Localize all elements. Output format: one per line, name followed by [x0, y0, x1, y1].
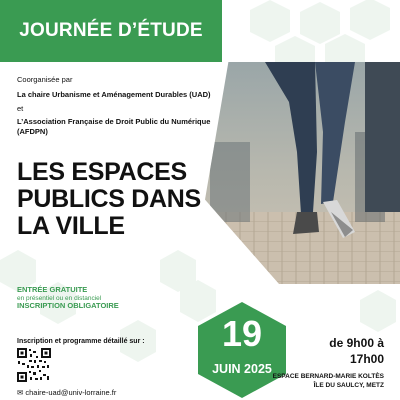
event-time — [329, 335, 384, 367]
registration-label: Inscription et programme détaillé sur : — [17, 338, 145, 345]
event-month-year: JUIN 2025 — [212, 362, 272, 376]
venue-name: ESPACE BERNARD-MARIE KOLTÈS — [272, 373, 384, 380]
mandatory-registration-label: INSCRIPTION OBLIGATOIRE — [17, 301, 119, 311]
event-title — [17, 159, 201, 240]
contact-email[interactable] — [17, 388, 116, 397]
organisers-section — [17, 75, 267, 140]
event-day: 19 — [221, 313, 263, 354]
event-venue — [273, 372, 384, 390]
event-type-title: JOURNÉE D’ÉTUDE — [19, 20, 203, 41]
entry-info — [17, 286, 119, 311]
venue-location: ÎLE DU SAULCY, METZ — [313, 382, 384, 390]
organiser-afdpn-line2: (AFDPN) — [17, 126, 48, 136]
coorganised-label: Coorganisée par — [17, 75, 73, 84]
organiser-uad: La chaire Urbanisme et Aménagement Durables (UAD) — [17, 90, 211, 100]
event-title-line2: PUBLICS DANS — [17, 185, 201, 213]
event-type-banner — [0, 0, 222, 62]
event-time-end: 17h00 — [349, 352, 384, 367]
organiser-afdpn-line1: L’Association Française de Droit Public du Numérique — [17, 117, 211, 127]
free-entry-label: ENTRÉE GRATUITE — [17, 285, 88, 294]
event-time-start: de 9h00 à — [329, 336, 384, 350]
event-title-line3: LA VILLE — [17, 212, 125, 240]
event-title-line1: LES ESPACES — [17, 158, 187, 186]
qr-code-icon[interactable] — [17, 348, 51, 382]
attendance-mode-label: en présentiel ou en distanciel — [17, 294, 102, 302]
contact-email-text: chaire-uad@univ-lorraine.fr — [25, 388, 117, 397]
and-label: et — [17, 103, 24, 113]
envelope-icon: ✉ — [17, 388, 24, 397]
